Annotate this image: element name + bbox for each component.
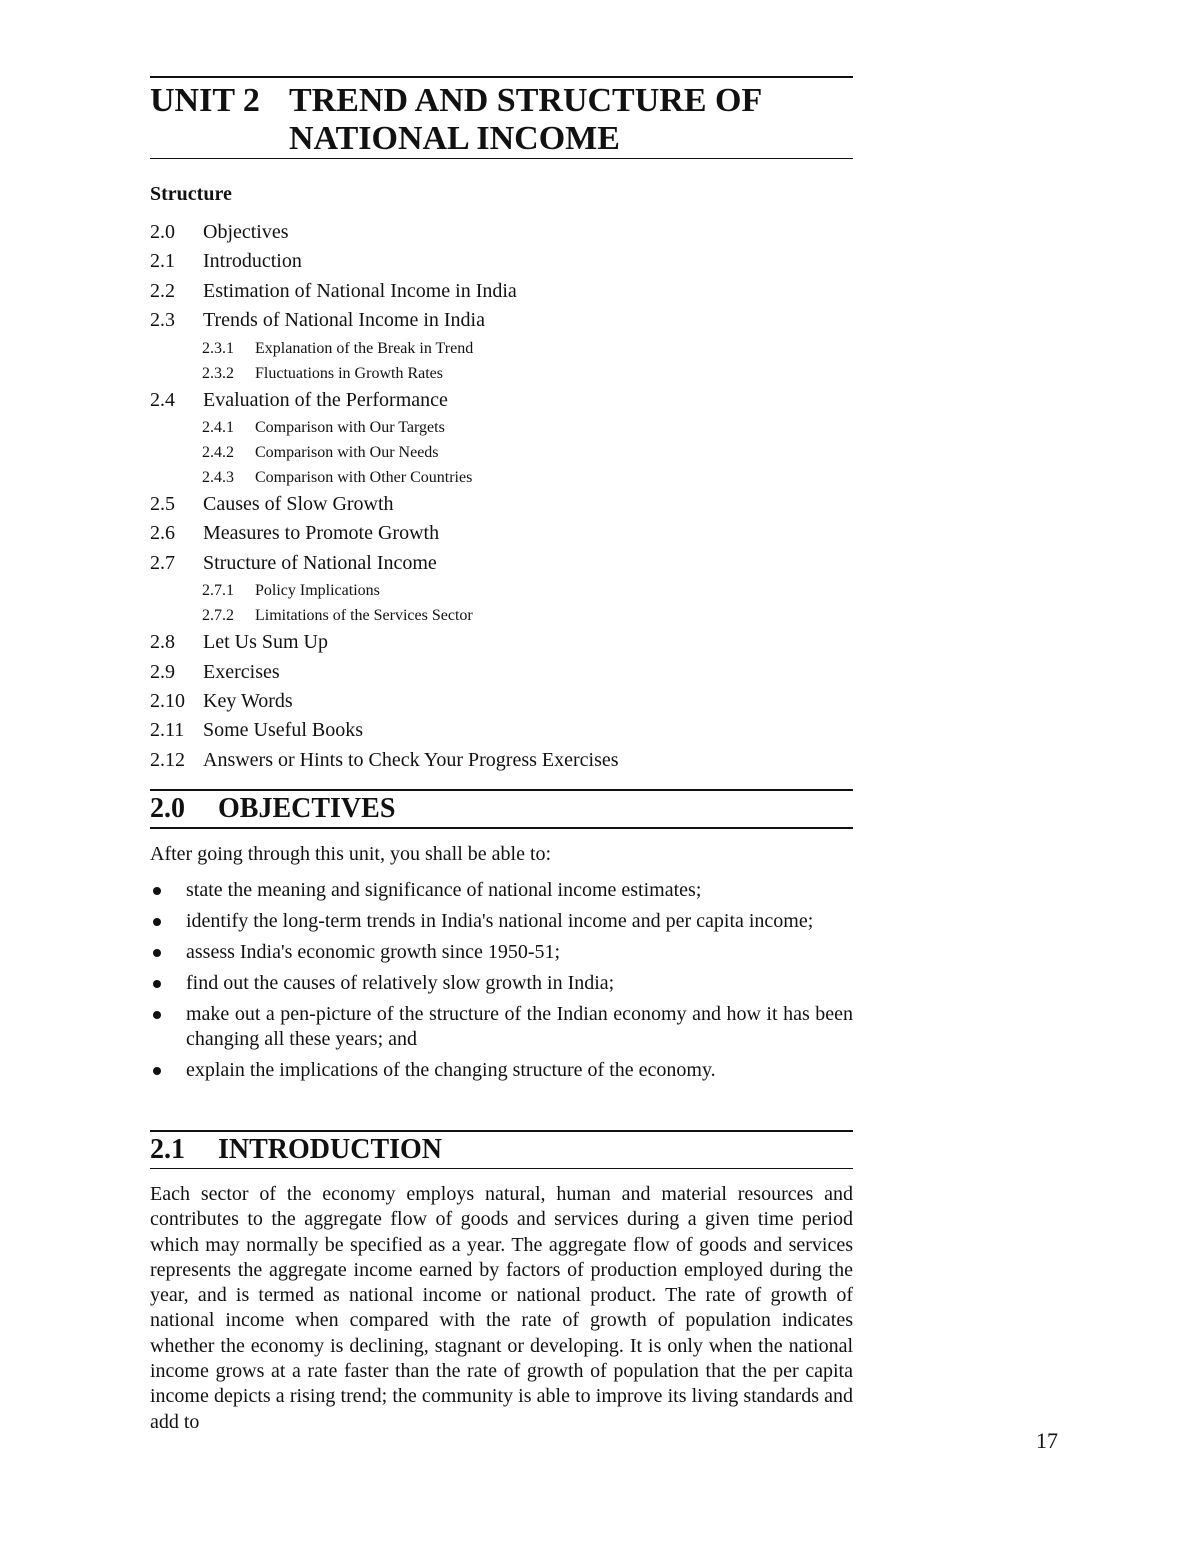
toc-item-title: Some Useful Books [203,719,363,742]
toc-item-title: Structure of National Income [203,551,437,574]
objectives-section-title: OBJECTIVES [218,793,396,824]
toc-item-number: 2.5 [150,492,175,515]
toc-item-number: 2.4.1 [202,418,234,436]
toc-item-title: Answers or Hints to Check Your Progress Exercises [203,748,619,771]
toc-item-number: 2.7.1 [202,582,234,600]
toc-item-number: 2.3.1 [202,339,234,357]
toc-item-title: Causes of Slow Growth [203,492,394,515]
unit-title-line-1: TREND AND STRUCTURE OF [289,82,763,119]
toc-item [150,218,853,247]
page-number: 17 [1036,1428,1058,1453]
introduction-top-rule [150,1130,853,1132]
toc-item-number: 2.4.3 [202,468,234,486]
toc-item-title: Explanation of the Break in Trend [255,339,474,357]
toc-item-title: Fluctuations in Growth Rates [255,364,443,382]
toc-item-title: Measures to Promote Growth [203,522,440,545]
toc-item-title: Comparison with Our Needs [255,443,439,461]
toc-item [150,549,853,578]
unit-title-line-2: NATIONAL INCOME [289,120,620,157]
objective-item [150,909,853,934]
toc-item [150,687,853,716]
toc-item-number: 2.3 [150,309,175,332]
objective-item [150,971,853,996]
toc-item [150,277,853,306]
toc-subitem [150,415,853,440]
toc-item-title: Trends of National Income in India [203,309,485,332]
table-of-contents [150,218,853,775]
introduction-section-number: 2.1 [150,1134,185,1165]
toc-item-number: 2.0 [150,221,175,243]
objective-text: explain the implications of the changing structure of the economy. [186,1059,716,1081]
toc-item-title: Evaluation of the Performance [203,388,448,411]
bullet-dot-icon [153,949,161,957]
toc-item [150,746,853,775]
toc-item [150,247,853,276]
objective-item [150,1058,853,1083]
toc-item-number: 2.10 [150,689,185,712]
toc-item-number: 2.8 [150,631,175,654]
toc-item [150,628,853,657]
objectives-section-number: 2.0 [150,793,185,824]
toc-item [150,386,853,415]
toc-item-title: Key Words [203,689,293,712]
bullet-dot-icon [153,1067,161,1075]
toc-item [150,658,853,687]
toc-item-title: Limitations of the Services Sector [255,607,473,625]
toc-item-number: 2.4 [150,388,175,411]
objective-text: identify the long-term trends in India's national income and per capita income; [186,910,814,932]
objective-text: make out a pen-picture of the structure of the Indian economy and how it has been changing all these years; and [186,1003,853,1050]
structure-heading: Structure [150,183,232,205]
objective-item [150,940,853,965]
bullet-dot-icon [153,918,161,926]
toc-item-number: 2.7 [150,551,175,574]
objective-text: find out the causes of relatively slow growth in India; [186,972,615,994]
toc-item-title: Let Us Sum Up [203,631,328,654]
unit-title-top-rule [150,76,853,78]
bullet-dot-icon [153,980,161,988]
toc-item-number: 2.6 [150,522,175,545]
toc-item [150,490,853,519]
bullet-dot-icon [153,887,161,895]
unit-number: UNIT 2 [150,82,260,119]
unit-title-bottom-rule [150,158,853,159]
toc-item [150,716,853,745]
toc-item-title: Policy Implications [255,582,380,600]
objectives-list [150,878,853,1089]
toc-item-title: Comparison with Other Countries [255,468,473,486]
toc-subitem [150,440,853,465]
toc-subitem [150,361,853,386]
toc-item-title: Comparison with Our Targets [255,418,445,436]
toc-item-number: 2.2 [150,279,175,302]
toc-item-title: Estimation of National Income in India [203,279,517,302]
objectives-top-rule [150,789,853,791]
toc-subitem [150,603,853,628]
toc-item-number: 2.7.2 [202,607,234,625]
toc-item-title: Objectives [203,221,289,243]
toc-item [150,306,853,335]
toc-item-number: 2.4.2 [202,443,234,461]
introduction-section-title: INTRODUCTION [218,1134,443,1165]
objectives-bottom-rule [150,827,853,829]
toc-item-number: 2.1 [150,250,175,273]
toc-subitem [150,336,853,361]
toc-item-title: Introduction [203,250,302,273]
toc-item-title: Exercises [203,660,280,683]
objective-item [150,878,853,903]
introduction-bottom-rule [150,1168,853,1169]
toc-item-number: 2.11 [150,719,185,742]
toc-item-number: 2.9 [150,660,175,683]
objective-item [150,1002,853,1052]
introduction-paragraph: Each sector of the economy employs natural, human and material resources and contributes to the aggregate flow of goods and services during a given time period which may normally be specified as a year. The aggregate flow of goods and services represents the aggregate income earned by factors of production employed during the year, and is termed as national income or national product. The rate of growth of national income when compared with the rate of growth of population indicates whether the economy is declining, stagnant or developing. It is only when the national income grows at a rate faster than the rate of growth of population that the per capita income depicts a rising trend; the community is able to improve its living standards and add to [150,1183,853,1433]
toc-item-number: 2.12 [150,748,185,771]
toc-subitem [150,465,853,490]
toc-item [150,519,853,548]
toc-subitem [150,578,853,603]
objective-text: assess India's economic growth since 1950-51; [186,941,561,963]
toc-item-number: 2.3.2 [202,364,234,382]
bullet-dot-icon [153,1011,161,1019]
objective-text: state the meaning and significance of national income estimates; [186,879,702,901]
objectives-intro: After going through this unit, you shall be able to: [150,843,552,865]
